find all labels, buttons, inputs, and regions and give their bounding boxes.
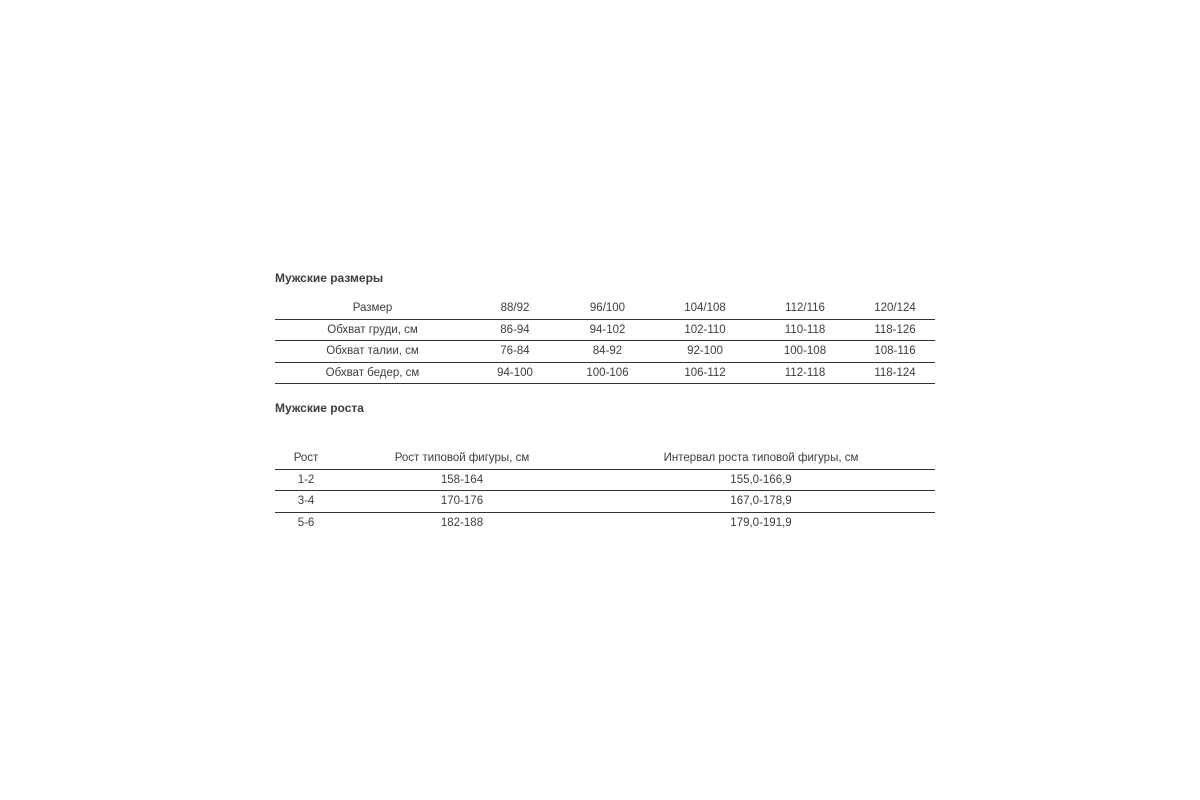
table-cell: 167,0-178,9	[587, 491, 935, 513]
table-cell: 179,0-191,9	[730, 516, 792, 529]
table-row-height-5-6	[275, 512, 935, 533]
mens-sizes-title: Мужские размеры	[275, 271, 384, 285]
table-cell: 100-106	[560, 362, 655, 384]
mens-sizes-table	[275, 298, 935, 384]
column-header: 112/116	[755, 298, 855, 319]
table-row-hips	[275, 362, 935, 384]
table-cell: 112-118	[755, 362, 855, 384]
sizes-header-row	[275, 298, 935, 319]
row-label: Обхват бедер, см	[275, 362, 470, 384]
column-header-height-interval: Интервал роста типовой фигуры, см	[587, 448, 935, 469]
table-row-chest	[275, 319, 935, 341]
table-row-height-1-2	[275, 469, 935, 491]
table-cell: 84-92	[560, 341, 655, 363]
mens-heights-title: Мужские роста	[275, 401, 364, 415]
table-cell: 182-188	[440, 516, 484, 529]
mens-heights-table	[275, 448, 935, 533]
column-header: 88/92	[470, 298, 560, 319]
table-cell: 158-164	[337, 469, 587, 491]
table-cell: 100-108	[755, 341, 855, 363]
table-cell: 170-176	[337, 491, 587, 513]
column-header-height: Рост	[275, 448, 337, 469]
column-header: 104/108	[655, 298, 755, 319]
size-chart-content	[275, 271, 935, 533]
table-cell: 92-100	[655, 341, 755, 363]
row-label: 1-2	[275, 469, 337, 491]
row-label: 5-6	[297, 516, 315, 529]
table-cell: 108-116	[855, 341, 935, 363]
column-header: 120/124	[855, 298, 935, 319]
table-cell: 155,0-166,9	[587, 469, 935, 491]
table-cell: 110-118	[755, 319, 855, 341]
table-cell: 118-124	[855, 362, 935, 384]
table-cell: 76-84	[470, 341, 560, 363]
column-header-typical-height: Рост типовой фигуры, см	[337, 448, 587, 469]
table-row-waist	[275, 341, 935, 363]
table-cell: 102-110	[655, 319, 755, 341]
row-label: Обхват талии, см	[275, 341, 470, 363]
column-header: 96/100	[560, 298, 655, 319]
table-cell: 94-100	[470, 362, 560, 384]
table-cell: 94-102	[560, 319, 655, 341]
table-cell: 106-112	[655, 362, 755, 384]
row-label: Обхват груди, см	[275, 319, 470, 341]
column-header-size: Размер	[275, 298, 470, 319]
table-row-height-3-4	[275, 491, 935, 513]
table-cell: 86-94	[470, 319, 560, 341]
heights-header-row	[275, 448, 935, 469]
table-cell: 118-126	[855, 319, 935, 341]
row-label: 3-4	[275, 491, 337, 513]
